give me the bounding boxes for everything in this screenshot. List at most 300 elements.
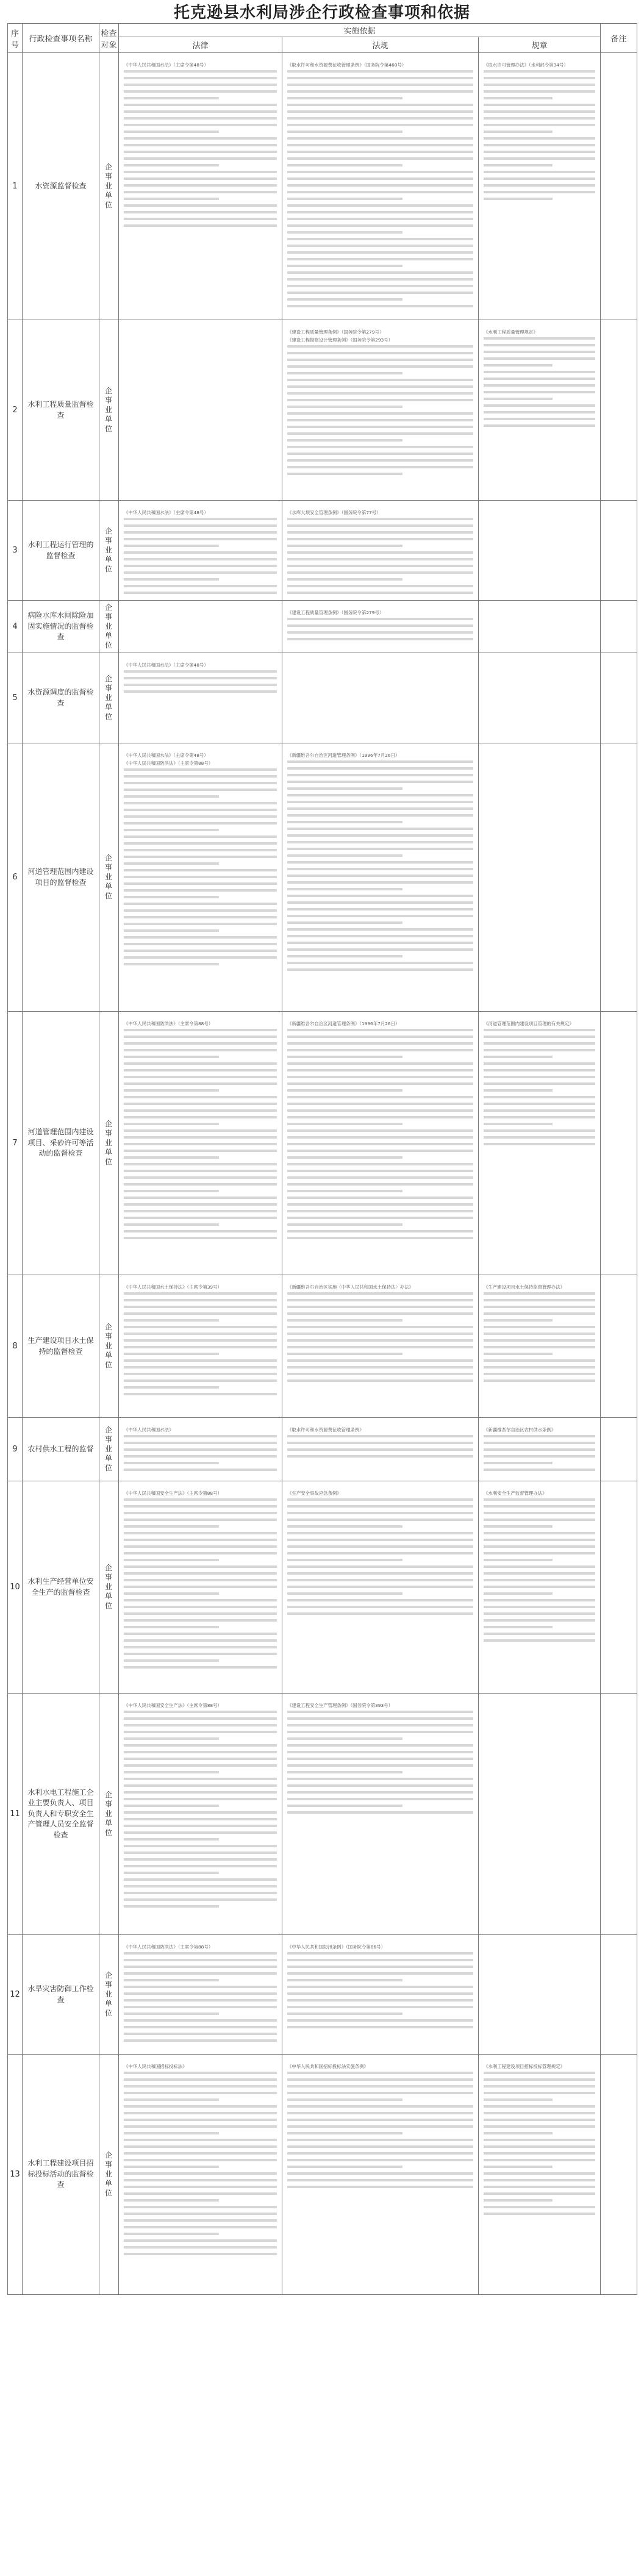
- rule-text-line: [484, 1371, 595, 1378]
- law-text-line: [124, 1161, 277, 1168]
- law-text-line: [124, 1903, 219, 1910]
- inspection-object: 企事业单位: [99, 320, 119, 501]
- law-text-line: [124, 1344, 277, 1351]
- regulation-text-line: [287, 236, 473, 243]
- regulation-text-line: [287, 370, 402, 377]
- law-text-line: [124, 2150, 277, 2157]
- rule-text-line: [484, 1040, 595, 1047]
- regulation-title: 《新疆维吾尔自治区河道管理条例》（1996年7月26日）: [287, 1021, 400, 1026]
- law-text-line: [124, 1081, 277, 1087]
- law-title: 《中华人民共和国水法》（主席令第48号）: [124, 662, 209, 668]
- rule-text-line: [484, 2137, 595, 2144]
- law-text-line: [124, 1964, 277, 1970]
- law-text-line: [124, 1175, 277, 1181]
- regulation-text-line: [287, 88, 473, 95]
- law-text-line: [124, 102, 277, 109]
- rule-title: 《水利安全生产监督管理办法》: [484, 1490, 547, 1496]
- law-text-line: [124, 1215, 277, 1222]
- rule-text-line: [484, 2184, 595, 2191]
- law-text-line: [124, 1570, 277, 1577]
- rule-text-line: [484, 1141, 595, 1148]
- regulation-text-line: [287, 169, 473, 176]
- law-text-line: [124, 1201, 277, 1208]
- row-number: 6: [8, 743, 23, 1012]
- regulation-text-line: [287, 765, 473, 772]
- rule-text-line: [484, 2197, 553, 2204]
- table-row: [8, 601, 637, 653]
- regulation-text-line: [287, 1304, 473, 1311]
- row-number: 13: [8, 2055, 23, 2295]
- law-basis-cell: [119, 1275, 282, 1418]
- regulation-basis-cell: [282, 1012, 479, 1275]
- rule-text-line: [484, 1523, 553, 1530]
- regulation-text-line: [287, 1378, 473, 1384]
- regulation-text-line: [287, 1141, 473, 1148]
- inspection-object: 企事业单位: [99, 501, 119, 601]
- regulation-text-line: [287, 1564, 473, 1570]
- regulation-text-line: [287, 75, 473, 82]
- law-text-line: [124, 1351, 219, 1358]
- inspection-item-name: 水利水电工程施工企业主要负责人、项目负责人和专职安全生产管理人员安全监督检查: [23, 1694, 99, 1935]
- rule-text-line: [484, 2077, 595, 2083]
- law-text-line: [124, 1195, 277, 1201]
- regulation-text-line: [287, 115, 473, 122]
- rule-text-line: [484, 122, 595, 129]
- law-text-line: [124, 576, 219, 583]
- regulation-text-line: [287, 1577, 473, 1584]
- law-text-line: [124, 1453, 277, 1460]
- regulation-basis-cell: [282, 1481, 479, 1694]
- regulation-text-line: [287, 1094, 473, 1101]
- regulation-text-line: [287, 570, 473, 576]
- row-number: 4: [8, 601, 23, 653]
- regulation-title: 《新疆维吾尔自治区河道管理条例》（1996年7月26日）: [287, 753, 400, 758]
- law-text-line: [124, 149, 277, 156]
- rule-text-line: [484, 1631, 595, 1637]
- regulation-text-line: [287, 1447, 473, 1453]
- regulation-text-line: [287, 913, 473, 920]
- table-row: [8, 743, 637, 1012]
- law-text-line: [124, 1984, 277, 1991]
- regulation-text-line: [287, 1128, 473, 1134]
- rule-text-line: [484, 396, 553, 402]
- rule-text-line: [484, 2097, 553, 2103]
- law-text-line: [124, 1297, 277, 1304]
- law-text-line: [124, 182, 277, 189]
- rule-text-line: [484, 1378, 595, 1384]
- rule-text-line: [484, 75, 595, 82]
- regulation-basis-cell: [282, 1935, 479, 2055]
- note-cell: [601, 1275, 637, 1418]
- law-text-line: [124, 1991, 277, 1997]
- regulation-text-line: [287, 249, 473, 256]
- law-text-line: [124, 1364, 277, 1371]
- regulation-text-line: [287, 1776, 473, 1783]
- regulation-text-line: [287, 1604, 473, 1611]
- regulation-basis-cell: [282, 320, 479, 501]
- regulation-text-line: [287, 1537, 473, 1544]
- row-number: 11: [8, 1694, 23, 1935]
- rule-text-line: [484, 1107, 595, 1114]
- note-cell: [601, 1012, 637, 1275]
- regulation-text-line: [287, 223, 473, 229]
- regulation-text-line: [287, 1134, 473, 1141]
- rule-text-line: [484, 1433, 595, 1440]
- rule-text-line: [484, 1447, 595, 1453]
- regulation-text-line: [287, 920, 402, 926]
- law-text-line: [124, 668, 277, 675]
- regulation-text-line: [287, 583, 473, 590]
- row-number: 1: [8, 53, 23, 320]
- table-row: [8, 1481, 637, 1694]
- rule-text-line: [484, 1337, 595, 1344]
- regulation-text-line: [287, 2024, 473, 2031]
- regulation-text-line: [287, 1517, 473, 1523]
- regulation-text-line: [287, 377, 473, 384]
- rule-text-line: [484, 2157, 595, 2164]
- rule-text-line: [484, 1467, 595, 1473]
- law-text-line: [124, 2238, 277, 2244]
- law-text-line: [124, 2024, 277, 2031]
- rule-text-line: [484, 1297, 595, 1304]
- regulation-text-line: [287, 1337, 473, 1344]
- rule-basis-cell: [479, 743, 601, 1012]
- inspection-object: 企事业单位: [99, 601, 119, 653]
- row-number: 8: [8, 1275, 23, 1418]
- law-text-line: [124, 156, 277, 162]
- law-text-line: [124, 2017, 277, 2024]
- regulation-text-line: [287, 196, 402, 202]
- regulation-text-line: [287, 2103, 473, 2110]
- rule-text-line: [484, 1590, 553, 1597]
- rule-text-line: [484, 1503, 595, 1510]
- law-text-line: [124, 1027, 277, 1034]
- regulation-text-line: [287, 926, 473, 933]
- regulation-text-line: [287, 1796, 473, 1803]
- rule-basis-cell: [479, 653, 601, 743]
- regulation-text-line: [287, 1311, 473, 1317]
- law-text-line: [124, 556, 277, 563]
- regulation-text-line: [287, 2184, 473, 2191]
- law-text-line: [124, 807, 277, 814]
- law-text-line: [124, 1181, 277, 1188]
- regulation-text-line: [287, 404, 402, 410]
- regulation-basis-cell: [282, 653, 479, 743]
- rule-text-line: [484, 68, 595, 75]
- law-text-line: [124, 1736, 219, 1742]
- regulation-text-line: [287, 1544, 473, 1550]
- rule-text-line: [484, 2164, 553, 2170]
- rule-text-line: [484, 129, 553, 135]
- rule-text-line: [484, 1570, 595, 1577]
- law-text-line: [124, 1870, 219, 1877]
- law-title: 《中华人民共和国水法》（主席令第48号）: [124, 753, 209, 758]
- regulation-text-line: [287, 1611, 473, 1617]
- regulation-text-line: [287, 2077, 473, 2083]
- law-text-line: [124, 1447, 277, 1453]
- law-text-line: [124, 1074, 277, 1081]
- regulation-text-line: [287, 536, 473, 543]
- regulation-text-line: [287, 1530, 473, 1537]
- regulation-text-line: [287, 879, 473, 886]
- law-text-line: [124, 860, 219, 867]
- regulation-text-line: [287, 2177, 473, 2184]
- law-text-line: [124, 787, 277, 793]
- regulation-text-line: [287, 933, 473, 940]
- regulation-text-line: [287, 1364, 473, 1371]
- regulation-text-line: [287, 1440, 473, 1447]
- regulation-text-line: [287, 1964, 473, 1970]
- law-text-line: [124, 109, 277, 115]
- regulation-text-line: [287, 1047, 473, 1054]
- law-text-line: [124, 827, 219, 834]
- rule-text-line: [484, 2090, 595, 2097]
- law-text-line: [124, 2177, 277, 2184]
- rule-basis-cell: [479, 501, 601, 601]
- regulation-text-line: [287, 785, 402, 792]
- regulation-text-line: [287, 296, 402, 303]
- rule-text-line: [484, 2170, 595, 2177]
- rule-text-line: [484, 196, 553, 202]
- rule-text-line: [484, 2144, 595, 2150]
- rule-text-line: [484, 1517, 595, 1523]
- law-text-line: [124, 1957, 277, 1964]
- law-text-line: [124, 88, 277, 95]
- rule-text-line: [484, 1624, 553, 1631]
- regulation-text-line: [287, 182, 473, 189]
- regulation-text-line: [287, 357, 473, 363]
- regulation-text-line: [287, 437, 402, 444]
- rule-text-line: [484, 1128, 595, 1134]
- regulation-text-line: [287, 1188, 402, 1195]
- law-text-line: [124, 1378, 277, 1384]
- law-text-line: [124, 1208, 277, 1215]
- law-text-line: [124, 1530, 277, 1537]
- law-text-line: [124, 1897, 277, 1903]
- law-text-line: [124, 961, 219, 968]
- law-text-line: [124, 881, 277, 887]
- law-text-line: [124, 1816, 277, 1823]
- rule-text-line: [484, 356, 595, 362]
- law-text-line: [124, 1034, 277, 1040]
- regulation-text-line: [287, 1523, 402, 1530]
- regulation-text-line: [287, 2137, 473, 2144]
- law-text-line: [124, 2011, 219, 2017]
- law-text-line: [124, 523, 277, 529]
- regulation-text-line: [287, 1344, 473, 1351]
- rule-text-line: [484, 2204, 595, 2211]
- regulation-text-line: [287, 397, 473, 404]
- law-text-line: [124, 223, 277, 229]
- rule-text-line: [484, 1544, 595, 1550]
- law-text-line: [124, 874, 277, 881]
- rule-basis-cell: [479, 53, 601, 320]
- law-text-line: [124, 847, 277, 854]
- rule-text-line: [484, 2150, 595, 2157]
- law-text-line: [124, 196, 219, 202]
- law-text-line: [124, 516, 277, 523]
- regulation-text-line: [287, 457, 473, 464]
- regulation-text-line: [287, 819, 402, 826]
- law-basis-cell: [119, 1935, 282, 2055]
- header-no: 序号: [8, 24, 23, 53]
- regulation-text-line: [287, 135, 473, 142]
- regulation-title: 《生产安全事故应急条例》: [287, 1490, 342, 1496]
- rule-text-line: [484, 1604, 595, 1611]
- law-text-line: [124, 2244, 277, 2251]
- regulation-text-line: [287, 886, 402, 893]
- rule-title: 《新疆维吾尔自治区农村供水条例》: [484, 1427, 556, 1433]
- law-text-line: [124, 1141, 277, 1148]
- regulation-text-line: [287, 1742, 473, 1749]
- law-text-line: [124, 1617, 277, 1624]
- law-text-line: [124, 1107, 277, 1114]
- inspection-object: 企事业单位: [99, 743, 119, 1012]
- regulation-text-line: [287, 350, 473, 357]
- regulation-text-line: [287, 2017, 473, 2024]
- table-row: [8, 2055, 637, 2295]
- regulation-text-line: [287, 464, 473, 471]
- law-basis-cell: [119, 501, 282, 601]
- rule-text-line: [484, 1061, 595, 1067]
- law-text-line: [124, 1850, 277, 1856]
- regulation-text-line: [287, 1371, 473, 1378]
- table-row: [8, 320, 637, 501]
- rule-text-line: [484, 1134, 595, 1141]
- regulation-text-line: [287, 772, 473, 779]
- law-text-line: [124, 1047, 277, 1054]
- regulation-text-line: [287, 1762, 473, 1769]
- inspection-item-name: 病险水库水闸除险加固实施情况的监督检查: [23, 601, 99, 653]
- rule-text-line: [484, 1114, 595, 1121]
- rule-text-line: [484, 95, 553, 102]
- row-number: 3: [8, 501, 23, 601]
- inspection-item-name: 河道管理范围内建设项目、采砂许可等活动的监督检查: [23, 1012, 99, 1275]
- regulation-text-line: [287, 953, 402, 960]
- law-text-line: [124, 1188, 219, 1195]
- law-text-line: [124, 1769, 219, 1776]
- law-text-line: [124, 122, 277, 129]
- law-text-line: [124, 1460, 219, 1467]
- law-basis-cell: [119, 1012, 282, 1275]
- regulation-text-line: [287, 1809, 473, 1816]
- regulation-text-line: [287, 1040, 473, 1047]
- regulation-text-line: [287, 1709, 473, 1716]
- law-text-line: [124, 1651, 277, 1658]
- row-number: 2: [8, 320, 23, 501]
- regulation-text-line: [287, 68, 473, 75]
- law-text-line: [124, 529, 277, 536]
- regulation-text-line: [287, 303, 473, 310]
- law-text-line: [124, 1776, 277, 1783]
- law-text-line: [124, 1756, 277, 1762]
- law-text-line: [124, 1890, 277, 1897]
- law-text-line: [124, 1856, 277, 1863]
- regulation-text-line: [287, 156, 473, 162]
- law-text-line: [124, 1637, 277, 1644]
- regulation-text-line: [287, 967, 473, 973]
- law-text-line: [124, 1497, 277, 1503]
- regulation-text-line: [287, 1107, 473, 1114]
- law-text-line: [124, 1624, 219, 1631]
- rule-text-line: [484, 1453, 595, 1460]
- law-text-line: [124, 549, 277, 556]
- regulation-text-line: [287, 2083, 473, 2090]
- regulation-text-line: [287, 189, 473, 196]
- regulation-text-line: [287, 1034, 473, 1040]
- rule-text-line: [484, 88, 595, 95]
- law-text-line: [124, 1950, 277, 1957]
- rule-text-line: [484, 2083, 595, 2090]
- regulation-text-line: [287, 1550, 473, 1557]
- law-text-line: [124, 954, 277, 961]
- law-text-line: [124, 928, 219, 934]
- law-text-line: [124, 1823, 277, 1830]
- law-text-line: [124, 840, 277, 847]
- regulation-text-line: [287, 1557, 402, 1564]
- regulation-text-line: [287, 1503, 473, 1510]
- rule-text-line: [484, 189, 595, 196]
- law-text-line: [124, 1290, 277, 1297]
- regulation-text-line: [287, 162, 402, 169]
- note-cell: [601, 320, 637, 501]
- law-basis-cell: [119, 320, 282, 501]
- law-title: 《中华人民共和国水法》（主席令第48号）: [124, 62, 209, 68]
- table-row: [8, 1418, 637, 1481]
- regulation-text-line: [287, 270, 473, 276]
- regulation-text-line: [287, 1161, 473, 1168]
- law-title: 《中华人民共和国水法》: [124, 1427, 174, 1433]
- inspection-item-name: 水利工程运行管理的监督检查: [23, 501, 99, 601]
- rule-text-line: [484, 1290, 595, 1297]
- law-text-line: [124, 1371, 277, 1378]
- law-text-line: [124, 209, 277, 216]
- rule-text-line: [484, 1351, 553, 1358]
- regulation-text-line: [287, 1433, 473, 1440]
- regulation-title: 《中华人民共和国防汛条例》（国务院令第86号）: [287, 1944, 385, 1950]
- regulation-text-line: [287, 1597, 473, 1604]
- law-basis-cell: [119, 53, 282, 320]
- regulation-text-line: [287, 549, 473, 556]
- law-text-line: [124, 820, 277, 827]
- rule-basis-cell: [479, 1935, 601, 2055]
- rule-basis-cell: [479, 601, 601, 653]
- regulation-text-line: [287, 590, 473, 596]
- regulation-text-line: [287, 1510, 473, 1517]
- regulation-text-line: [287, 82, 473, 88]
- law-text-line: [124, 2137, 277, 2144]
- rule-text-line: [484, 135, 595, 142]
- law-text-line: [124, 800, 277, 807]
- regulation-text-line: [287, 1168, 473, 1175]
- law-text-line: [124, 1809, 277, 1816]
- inspection-table: [7, 23, 637, 2295]
- regulation-text-line: [287, 444, 473, 451]
- note-cell: [601, 1481, 637, 1694]
- regulation-text-line: [287, 129, 402, 135]
- regulation-text-line: [287, 1154, 402, 1161]
- law-text-line: [124, 867, 277, 874]
- regulation-text-line: [287, 109, 473, 115]
- law-text-line: [124, 2117, 277, 2123]
- law-text-line: [124, 814, 277, 820]
- table-row: [8, 1275, 637, 1418]
- rule-text-line: [484, 1101, 595, 1107]
- law-text-line: [124, 1709, 277, 1716]
- table-row: [8, 1935, 637, 2055]
- regulation-text-line: [287, 1950, 473, 1957]
- regulation-text-line: [287, 363, 473, 370]
